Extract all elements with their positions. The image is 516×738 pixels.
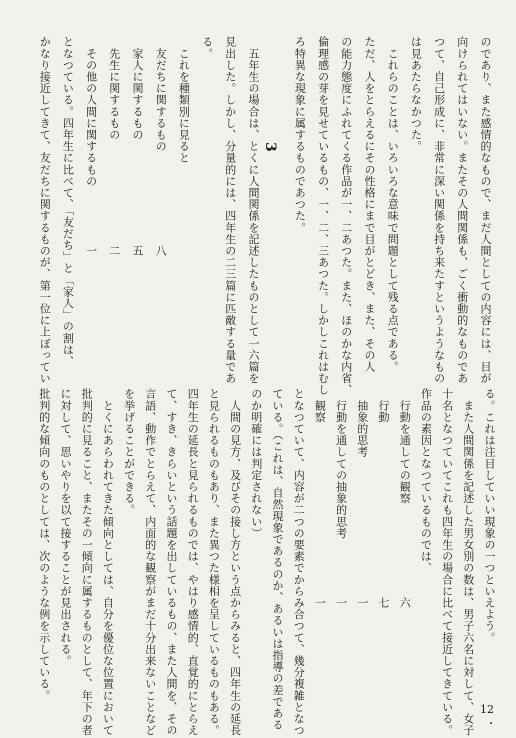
top-text-column: 倫理感の芽を見せているもの、一、二、三あつた。しかしこれはむし	[316, 36, 330, 396]
top-text-column: その他の人間に関するもの 一	[84, 36, 98, 257]
bottom-text-column: る。これは注目していい現象の一つといえよう。	[483, 388, 496, 644]
top-text-column: これらのことは、いろいろな意味で問題として残る点である。	[386, 36, 400, 373]
bottom-text-column: 抽象的思考 一	[355, 388, 369, 609]
bottom-text-column: 行動 七	[377, 388, 390, 609]
top-text-column: かなり接近してきて、友だちに関するものが、第一位に上ぼってい	[38, 36, 52, 384]
bottom-text-column: 人間の見方、及びその接し方という点からみると、四年生の延長	[228, 388, 242, 736]
margin-dot: ・	[486, 719, 496, 730]
page-number: 12	[480, 703, 494, 716]
top-text-column: ろ特異な現象に属するものであつた。	[293, 36, 307, 234]
bottom-text-column: 作品の素因となつているものでは、	[419, 388, 433, 574]
bottom-text-column: 四年生の延長と見られるものでは、やはり感情的、直覚的にとらえ	[186, 388, 200, 736]
bottom-text-column: 行動を通しての抽象的思考 一	[334, 388, 348, 609]
top-text-column: 先生に関するもの 二	[107, 36, 121, 257]
bottom-text-column: また人間関係を記述した男女別の数は、男子六名に対して、女子	[461, 388, 475, 736]
top-text-column: のであり、また感情的なもので、まだ人間としての内容には、目が	[479, 36, 492, 384]
bottom-text-column: 批判的に見ること、またその一傾向に属するものとして、年下の者	[80, 388, 94, 736]
top-text-column: となつている。四年生に比べて、「友だち」と「家人」の割は、	[61, 36, 75, 367]
bottom-text-column: 観察 一	[313, 388, 327, 609]
bottom-text-column: て、すき、きらいという話題を出しているもの、また人間を、その	[165, 388, 178, 736]
top-text-column: ただ、人をとらえるにその性格にまで目がとどき、また、その人	[363, 36, 376, 373]
top-text-column: る。	[200, 36, 214, 60]
bottom-text-column: のか明確には判定されない）	[249, 388, 263, 539]
top-text-column: 向けられてはいない。またその人間関係も、ごく衝動的なものであ	[455, 36, 469, 384]
bottom-text-column: 言語、動作でとらえて、内面的な観察がまだ十分出来ないことなど	[143, 388, 157, 736]
top-text-column: 見出した。しかし、分量的には、四年生の二三篇に匹敵する量であ	[223, 36, 237, 384]
top-text-column: 家人に関するもの 五	[131, 36, 144, 257]
top-text-column: 五年生の場合は、とくに人間関係を記述したものとして一六篇を	[247, 36, 260, 384]
bottom-text-column: 行動を通しての観察 六	[398, 388, 412, 609]
bottom-text-column: 批判的な傾向のものとしては、次のような例を示している。	[37, 388, 51, 702]
top-text-column: 友だちに関するもの 八	[154, 36, 168, 257]
bottom-text-column: と見られるものもあり、また異つた様相を呈しているものもある。	[207, 388, 221, 736]
bottom-text-column: ている。（これは、自然現象であるのか、あるいは指導の差である	[271, 388, 284, 731]
section-number: 3	[262, 142, 278, 152]
top-text-column: は見あたらなかつた。	[409, 36, 423, 152]
bottom-text-column: 十名となつていてこれも四年生の場合に比べて接近してきている。	[440, 388, 454, 736]
top-text-column: つて、自己形成に、非常に深い関係を持ち来たすというようなもの	[432, 36, 446, 384]
bottom-text-column: となつていて、内容が二つの要素でからみ合つて、幾分複雑となつ	[292, 388, 306, 736]
bottom-text-column: を挙げることができる。	[122, 388, 136, 516]
top-text-column: の能力態度にふれてくる作品が一、二あつた。また、ほのかな内省、	[339, 36, 353, 396]
top-text-column: これを種類別に見ると	[177, 36, 191, 164]
bottom-text-column: に対して、思いやりを以て接することが見出される。	[59, 388, 72, 667]
bottom-text-column: とくにあらわれてきた傾向としては、自分を優位な位置において	[101, 388, 115, 736]
